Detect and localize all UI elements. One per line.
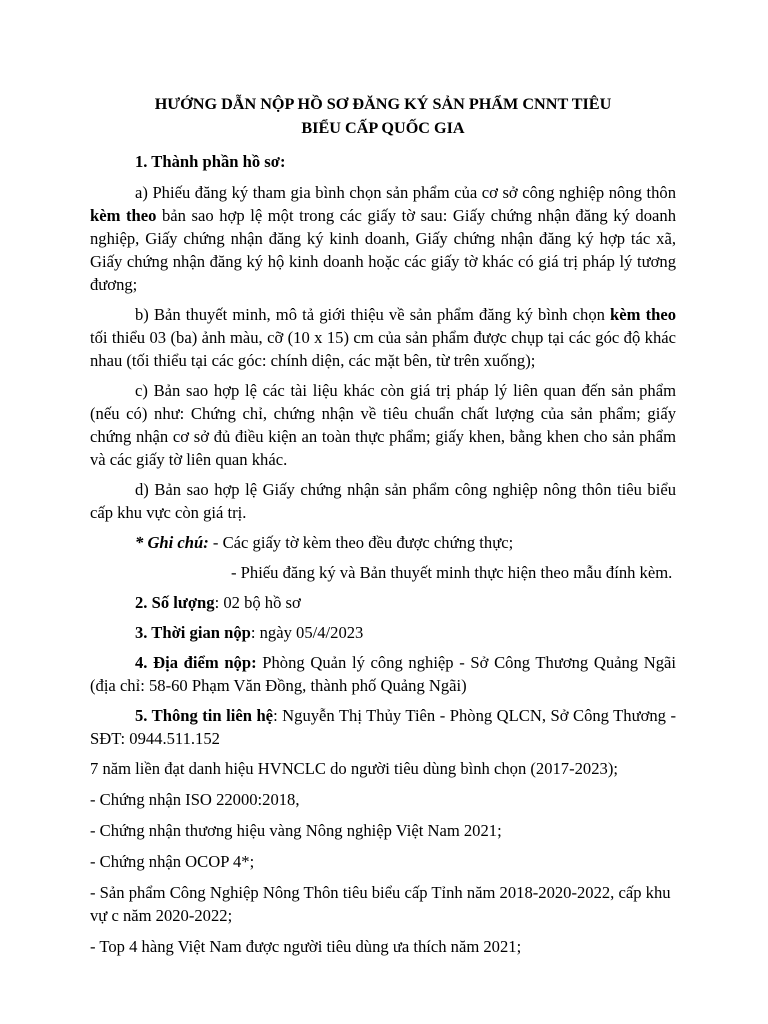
item-c: c) Bản sao hợp lệ các tài liệu khác còn giá trị pháp lý liên quan đến sản phẩm (nếu có) như: Chứng chỉ, chứng nhận về tiêu chuẩn chất lượng của sản phẩm; giấy chứng nhận cơ sở đủ điều kiện an toàn thực phẩm; giấy khen, bằng khen cho sản phẩm và các giấy tờ liên quan khác. bbox=[90, 381, 676, 469]
item-a: a) Phiếu đăng ký tham gia bình chọn sản phẩm của cơ sở công nghiệp nông thôn kèm theo bản sao hợp lệ một trong các giấy tờ sau: Giấy chứng nhận đăng ký doanh nghiệp, Giấy chứng nhận đăng ký kinh doanh, Giấy chứng nhận đăng ký hợp tác xã, Giấy chứng nhận đăng ký hộ kinh doanh hoặc các giấy tờ khác có giá trị pháp lý tương đương; bbox=[90, 183, 676, 294]
note-line-1: * Ghi chú: - Các giấy tờ kèm theo đều được chứng thực; bbox=[135, 533, 514, 552]
section-5: 5. Thông tin liên hệ: Nguyễn Thị Thủy Tiên - Phòng QLCN, Sở Công Thương - SĐT: 0944.511.152 bbox=[90, 706, 676, 748]
section-2: 2. Số lượng: 02 bộ hồ sơ bbox=[135, 593, 301, 612]
section-3: 3. Thời gian nộp: ngày 05/4/2023 bbox=[135, 623, 364, 642]
note-label: * Ghi chú: bbox=[135, 533, 209, 552]
achievement-line: - Sản phẩm Công Nghiệp Nông Thôn tiêu biểu cấp Tỉnh năm 2018-2020-2022, cấp khu vự c năm 2020-2022; bbox=[90, 883, 671, 925]
document-body bbox=[90, 92, 676, 966]
achievement-line: - Top 4 hàng Việt Nam được người tiêu dùng ưa thích năm 2021; bbox=[90, 937, 522, 956]
title-line-1: HƯỚNG DẪN NỘP HỒ SƠ ĐĂNG KÝ SẢN PHẨM CNNT TIÊU bbox=[154, 95, 612, 113]
section-4: 4. Địa điểm nộp: Phòng Quản lý công nghiệp - Sở Công Thương Quảng Ngãi (địa chỉ: 58-60 Phạm Văn Đồng, thành phố Quảng Ngãi) bbox=[90, 653, 677, 695]
item-b: b) Bản thuyết minh, mô tả giới thiệu về sản phẩm đăng ký bình chọn kèm theo tối thiểu 03 (ba) ảnh màu, cỡ (10 x 15) cm của sản phẩm được chụp tại các góc độ khác nhau (tối thiểu tại các góc: chính diện, các mặt bên, từ trên xuống); bbox=[90, 305, 677, 370]
document-title bbox=[90, 92, 676, 140]
achievement-line: - Chứng nhận OCOP 4*; bbox=[90, 852, 255, 871]
section-1-heading: 1. Thành phần hồ sơ: bbox=[135, 152, 286, 171]
achievement-line: - Chứng nhận ISO 22000:2018, bbox=[90, 790, 300, 809]
item-d: d) Bản sao hợp lệ Giấy chứng nhận sản phẩm công nghiệp nông thôn tiêu biểu cấp khu vực còn giá trị. bbox=[90, 480, 676, 522]
note-line-2: - Phiếu đăng ký và Bản thuyết minh thực hiện theo mẫu đính kèm. bbox=[231, 563, 673, 582]
title-line-2: BIỂU CẤP QUỐC GIA bbox=[301, 119, 465, 137]
achievement-line: 7 năm liền đạt danh hiệu HVNCLC do người tiêu dùng bình chọn (2017-2023); bbox=[90, 759, 618, 778]
achievement-line: - Chứng nhận thương hiệu vàng Nông nghiệp Việt Nam 2021; bbox=[90, 821, 502, 840]
